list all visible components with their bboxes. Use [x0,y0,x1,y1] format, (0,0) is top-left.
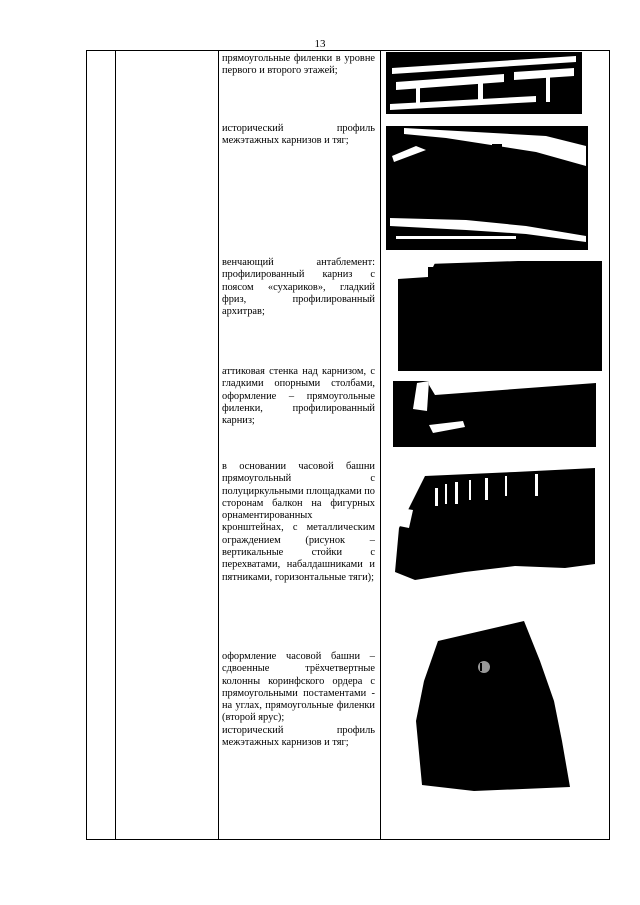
row-description-entablature: венчающий антаблемент: профилированный карниз с поясом «сухариков», гладкий фриз, профилированный архитрав; [222,257,375,318]
row-description-cornices: исторический профиль межэтажных карнизов и тяг; [222,123,375,147]
page-number: 13 [314,38,326,50]
attic-wall-photo [393,381,596,447]
row-description-clock-tower: оформление часовой башни – сдвоенные трёхчетвертные колонны коринфского ордера с прямоугольными постаментами - на углах, прямоугольные филенки (второй ярус); исторический профиль межэтажных карнизов и тяг; [222,651,375,749]
column-divider [218,51,219,839]
cornice-photo [386,126,588,250]
row-description-balcony: в основании часовой башни прямоугольный с полуциркульными площадками по сторонам балкон на фигурных орнаментированных кронштейнах, с металлическим ограждением (рисунок – вертикальные стойки с перехватами, набалдашниками и пятниками, горизонтальные тяги); [222,461,375,583]
facade-window-photo [386,52,582,114]
column-divider [115,51,116,839]
entablature-photo [398,261,602,371]
clock-tower-photo [414,621,570,791]
row-description-windows: прямоугольные филенки в уровне первого и второго этажей; [222,53,375,77]
balcony-photo [395,468,595,580]
column-divider [380,51,381,839]
row-description-attic: аттиковая стенка над карнизом, с гладкими опорными столбами, оформление – прямоугольные филенки, профилированный карниз; [222,366,375,427]
